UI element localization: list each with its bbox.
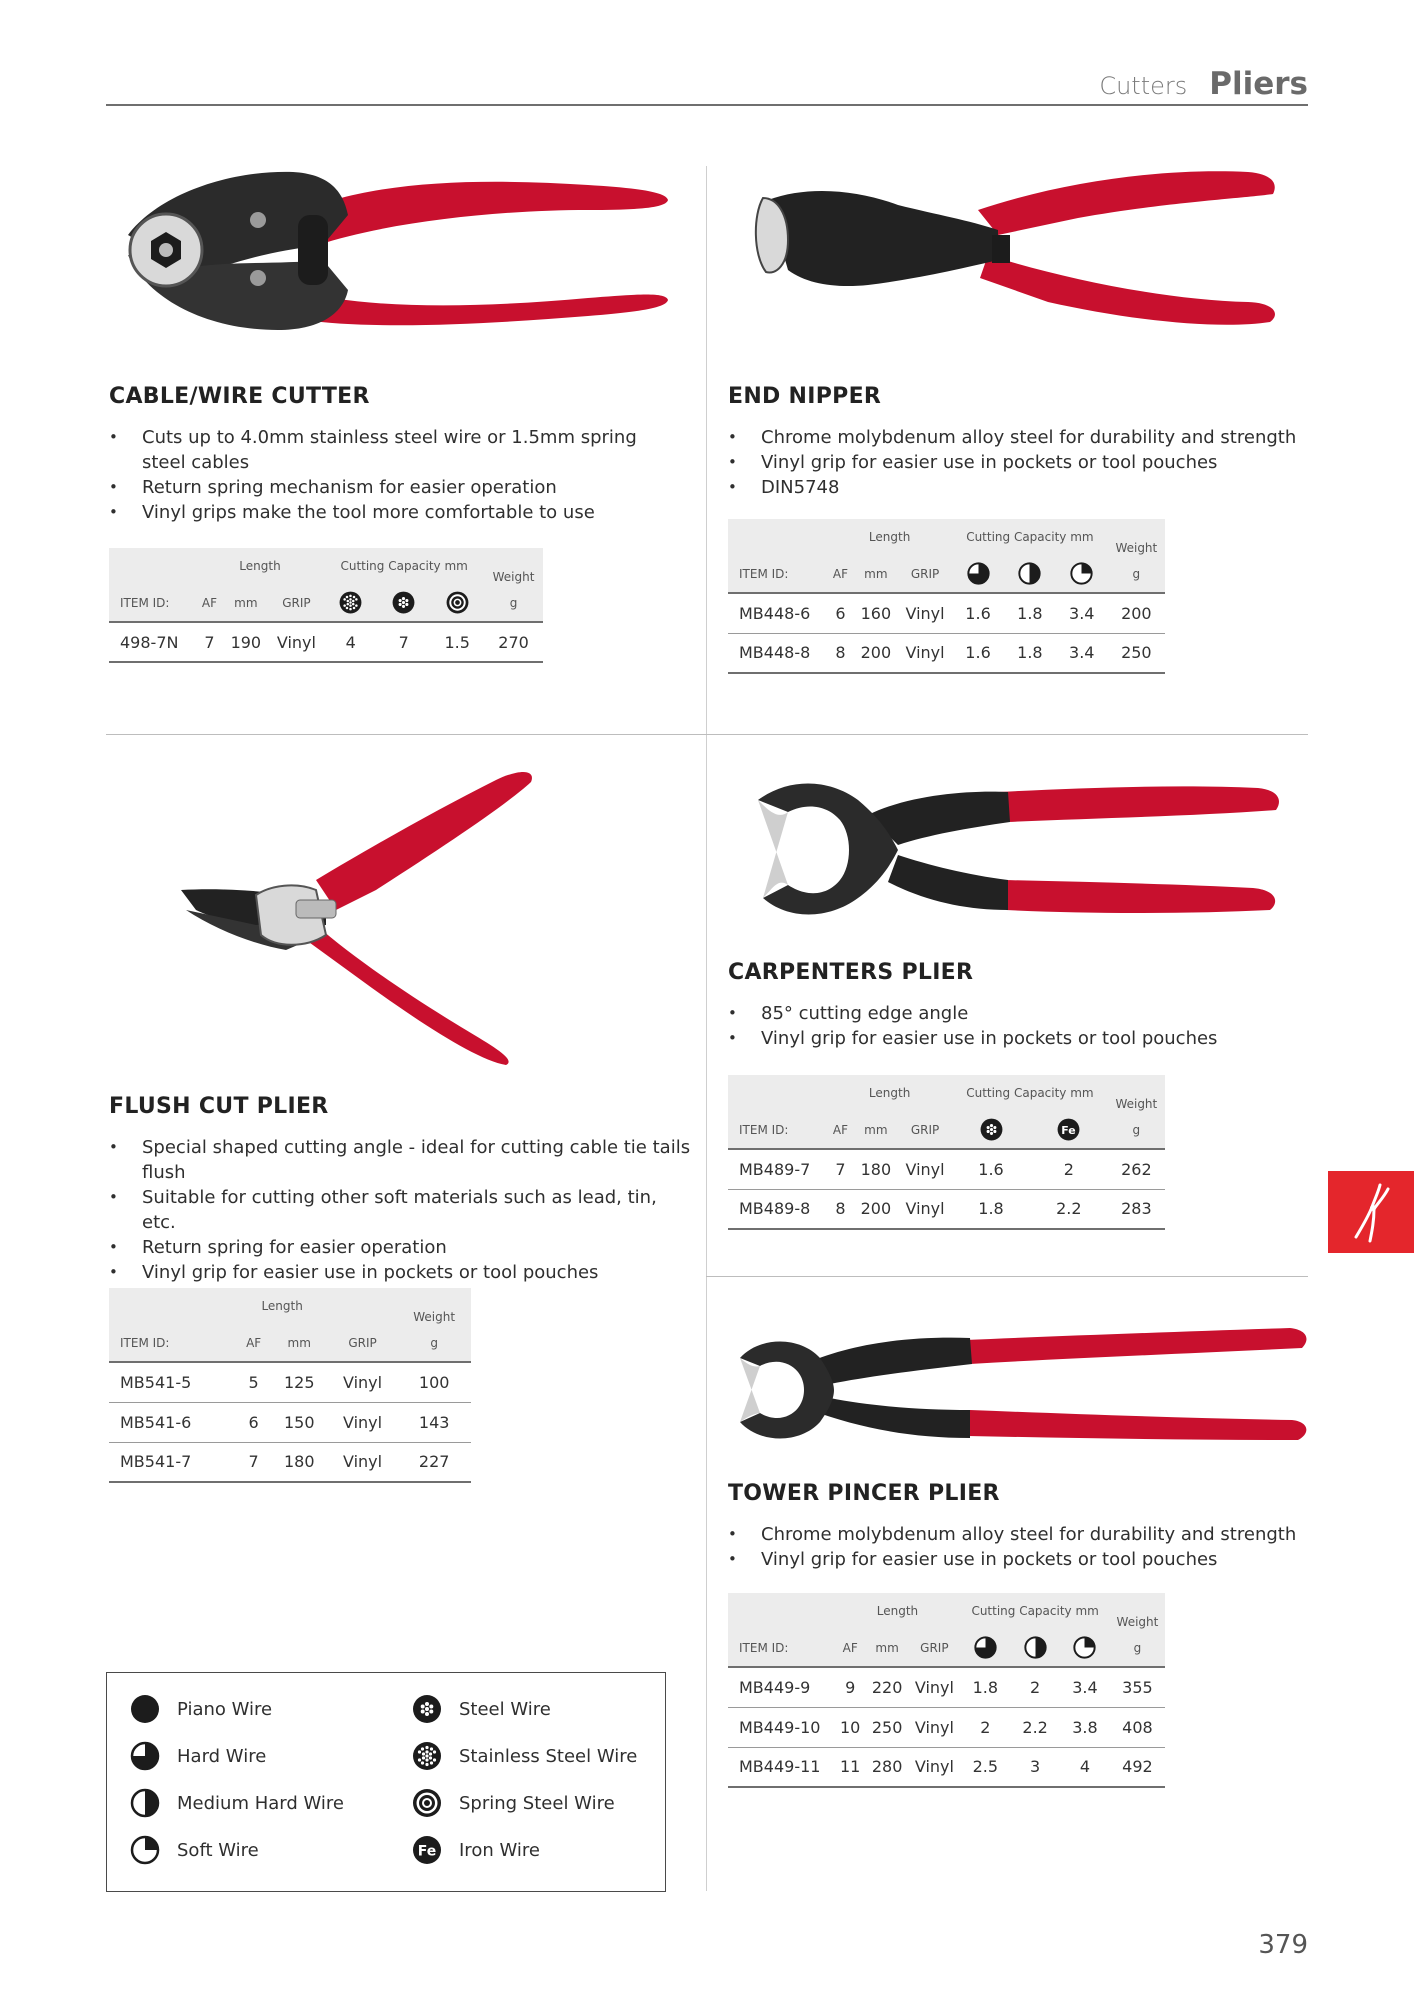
table-row: MB541-5 5 125 Vinyl 100 [109,1362,471,1402]
column-header: mm [854,555,898,593]
column-group-label: Cutting Capacity mm [971,1604,1099,1618]
feature-item: • Vinyl grip for easier use in pockets or tool pouches [728,450,1308,475]
column-group-label: Cutting Capacity mm [966,1086,1094,1100]
medium-hard-wire-icon [129,1787,161,1819]
column-group-label: Cutting Capacity mm [340,559,468,573]
cable-wire-cutter-image [118,160,678,340]
legend-item [411,1740,637,1772]
table-row: MB449-10 10 250 Vinyl 2 2.2 3.8 408 [728,1707,1165,1747]
stainless-steel-wire-icon [324,584,377,622]
table-row: MB448-6 6 160 Vinyl 1.6 1.8 3.4 200 [728,593,1165,633]
spec-table [728,1593,1165,1788]
column-header: ITEM ID: [728,555,827,593]
column-header: g [1110,1629,1165,1667]
soft-wire-icon [129,1834,161,1866]
column-header: GRIP [908,1629,960,1667]
column-group-label: Length [876,1604,919,1618]
medium-hard-wire-icon [1010,1629,1060,1667]
page-number: 379 [1258,1930,1308,1960]
medium-hard-wire-icon [1004,555,1056,593]
row-divider [106,734,1308,735]
column-header: mm [223,584,269,622]
spec-table [109,1288,471,1483]
column-header: mm [854,1111,898,1149]
section-tab[interactable] [1328,1171,1414,1253]
legend-item [129,1740,266,1772]
feature-item: • Vinyl grip for easier use in pockets or tool pouches [728,1547,1308,1572]
product-title: FLUSH CUT PLIER [109,1094,329,1119]
column-group-label: Length [239,559,281,573]
legend-label: Soft Wire [177,1839,259,1861]
column-header: Weight [1115,541,1158,555]
column-header: GRIP [898,555,952,593]
column-header: Weight [1115,1097,1158,1111]
feature-item: • Chrome molybdenum alloy steel for durability and strength [728,1522,1308,1547]
column-group-label: Length [868,1086,911,1100]
column-header: mm [866,1629,909,1667]
section-title: Cutters [1099,72,1188,100]
product-title: CARPENTERS PLIER [728,960,974,985]
column-header: GRIP [269,584,325,622]
legend-item [411,1834,540,1866]
soft-wire-icon [1060,1629,1110,1667]
subsection-title: Pliers [1209,66,1308,102]
tower-pincer-plier-image [730,1318,1310,1458]
column-group-label: Length [868,530,911,544]
plier-icon [1328,1171,1414,1253]
table-row: MB449-11 11 280 Vinyl 2.5 3 4 492 [728,1747,1165,1787]
legend-item [129,1834,259,1866]
table-row: MB489-7 7 180 Vinyl 1.6 2 262 [728,1149,1165,1189]
feature-item: • Return spring for easier operation [109,1235,694,1260]
column-header: Weight [1116,1615,1159,1629]
column-header: ITEM ID: [109,1324,237,1362]
page-header [106,62,1308,106]
feature-item: • Return spring mechanism for easier operation [109,475,679,500]
stainless-steel-wire-icon [411,1740,443,1772]
column-header: mm [271,1324,328,1362]
column-header: GRIP [898,1111,952,1149]
soft-wire-icon [1056,555,1108,593]
hard-wire-icon [129,1740,161,1772]
legend-label: Steel Wire [459,1698,551,1720]
column-divider [706,166,707,1891]
hard-wire-icon [952,555,1004,593]
steel-wire-icon [411,1693,443,1725]
legend-label: Spring Steel Wire [459,1792,615,1814]
steel-wire-icon [952,1111,1030,1149]
spring-steel-wire-icon [411,1787,443,1819]
feature-item: • Vinyl grips make the tool more comfortable to use [109,500,679,525]
product-title: TOWER PINCER PLIER [728,1481,1000,1506]
carpenters-plier-image [748,770,1288,930]
legend-label: Hard Wire [177,1745,267,1767]
legend-label: Iron Wire [459,1839,540,1861]
feature-list [728,1522,1308,1572]
feature-item: • Vinyl grip for easier use in pockets or tool pouches [728,1026,1308,1051]
spec-table [728,1075,1165,1230]
column-header: ITEM ID: [109,584,196,622]
column-header: AF [835,1629,866,1667]
column-header: g [1108,1111,1165,1149]
table-row: MB448-8 8 200 Vinyl 1.6 1.8 3.4 250 [728,633,1165,673]
legend-label: Piano Wire [177,1698,273,1720]
column-header: g [397,1324,471,1362]
wire-type-legend [106,1672,666,1892]
column-header: g [484,584,543,622]
hard-wire-icon [960,1629,1010,1667]
iron-wire-icon [1030,1111,1108,1149]
column-header: AF [196,584,223,622]
column-header: ITEM ID: [728,1629,835,1667]
row-divider [706,1276,1308,1277]
column-header: GRIP [328,1324,398,1362]
legend-item [411,1693,551,1725]
table-row: 498-7N 7 190 Vinyl 4 7 1.5 270 [109,622,543,662]
feature-list [728,425,1308,500]
feature-item: • DIN5748 [728,475,1308,500]
spec-table [109,548,543,663]
spring-steel-wire-icon [430,584,484,622]
column-header: Weight [413,1310,456,1324]
table-row: MB489-8 8 200 Vinyl 1.8 2.2 283 [728,1189,1165,1229]
feature-item: • Cuts up to 4.0mm stainless steel wire or 1.5mm spring steel cables [109,425,679,475]
legend-item [411,1787,615,1819]
piano-wire-icon [129,1693,161,1725]
legend-label: Medium Hard Wire [177,1792,344,1814]
feature-list [109,1135,694,1285]
column-group-label: Length [261,1299,303,1313]
legend-item [129,1787,344,1819]
end-nipper-image [748,160,1288,335]
feature-item: • 85° cutting edge angle [728,1001,1308,1026]
column-header: AF [827,555,854,593]
feature-item: • Chrome molybdenum alloy steel for durability and strength [728,425,1308,450]
product-title: CABLE/WIRE CUTTER [109,384,370,409]
iron-wire-icon [411,1834,443,1866]
feature-list [728,1001,1308,1051]
legend-label: Stainless Steel Wire [459,1745,638,1767]
feature-item: • Special shaped cutting angle - ideal for cutting cable tie tails flush [109,1135,694,1185]
column-header: AF [237,1324,271,1362]
table-row: MB449-9 9 220 Vinyl 1.8 2 3.4 355 [728,1667,1165,1707]
feature-item: • Suitable for cutting other soft materials such as lead, tin, etc. [109,1185,694,1235]
column-header: g [1108,555,1165,593]
legend-item [129,1693,272,1725]
column-header: AF [827,1111,854,1149]
column-group-label: Cutting Capacity mm [966,530,1094,544]
spec-table [728,519,1165,674]
breadcrumb [1099,66,1308,102]
feature-list [109,425,679,525]
column-header: ITEM ID: [728,1111,827,1149]
flush-cut-plier-image [176,760,626,1070]
product-title: END NIPPER [728,384,882,409]
table-row: MB541-6 6 150 Vinyl 143 [109,1402,471,1442]
table-row: MB541-7 7 180 Vinyl 227 [109,1442,471,1482]
steel-wire-icon [377,584,430,622]
column-header: Weight [492,570,535,584]
feature-item: • Vinyl grip for easier use in pockets or tool pouches [109,1260,694,1285]
